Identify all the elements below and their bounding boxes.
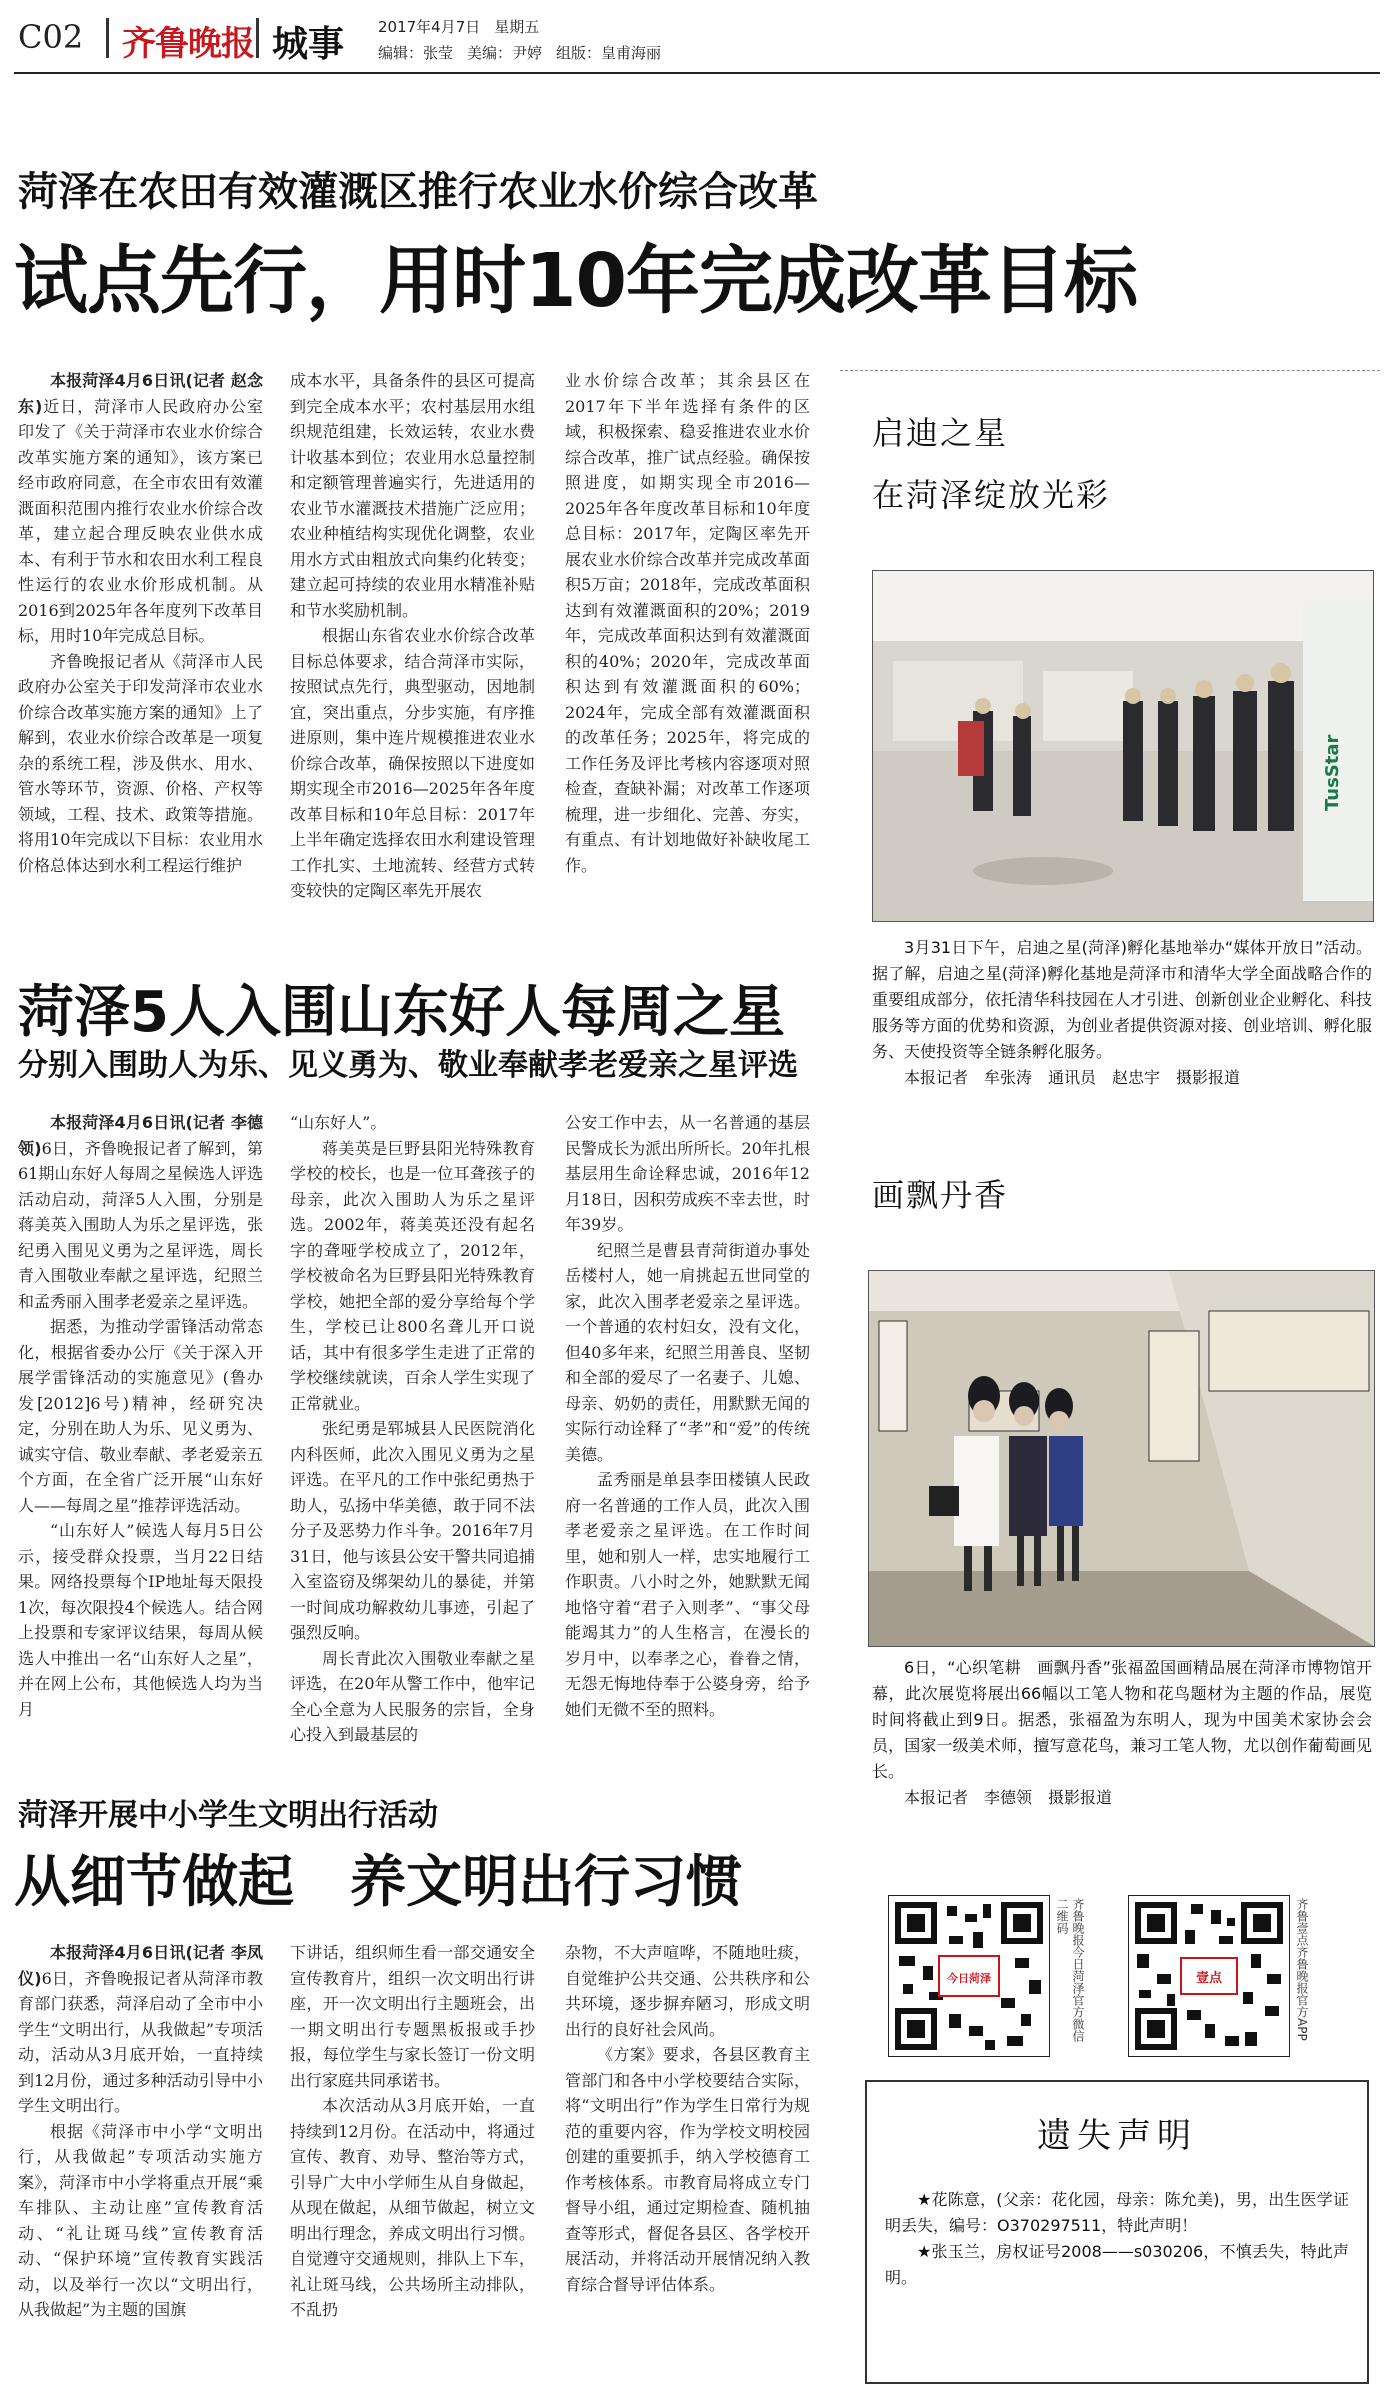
sidebar2-credit: 本报记者 李德领 摄影报道: [904, 1788, 1113, 1807]
app-qr-code[interactable]: [1128, 1895, 1290, 2057]
story3-column-1: [18, 1940, 263, 2380]
sidebar1-credit: 本报记者 牟张涛 通讯员 赵忠宇 摄影报道: [904, 1068, 1241, 1087]
story1-byline: 本报菏泽4月6日讯(记者 赵念东): [18, 371, 263, 416]
sidebar1-subheading: 在菏泽绽放光彩: [872, 476, 1111, 514]
story3-para: 杂物，不大声喧哗，不随地吐痰，自觉维护公共交通、公共秩序和公共环境，逐步摒弃陋习，形成文明出行的良好社会风尚。: [565, 1943, 810, 2039]
qr-badge: 壹点: [1195, 1971, 1223, 1986]
story1-para: 成本水平，具备条件的县区可提高到完全成本水平；农村基层用水组织规范组建，长效运转，农业水费计收基本到位；农业用水总量控制和定额管理普遍实行，先进适用的农业节水灌溉技术措施广泛应用；农业种植结构实现优化调整，农业用水方式由粗放式向集约化转变；建立起可持续的农业用水精准补贴和节水奖励机制。: [290, 371, 535, 620]
story2-para: 周长青此次入围敬业奉献之星评选，在20年从警工作中，他牢记全心全意为人民服务的宗旨，全身心投入到最基层的: [290, 1648, 535, 1744]
story3-para: 6日，齐鲁晚报记者从菏泽市教育部门获悉，菏泽启动了全市中小学生“文明出行，从我做起”专项活动，活动从3月底开始，一直持续到12月份，通过多种活动引导中小学生文明出行。: [18, 1968, 263, 2115]
story1-column-1: [18, 368, 263, 888]
page-code: C02: [18, 18, 84, 56]
story2-para: 6日，齐鲁晚报记者了解到，第61期山东好人每周之星候选人评选活动启动，菏泽5人入围，分别是蒋美英入围助人为乐之星评选，张纪勇入围见义勇为之星评选，周长青入围敬业奉献之星评选，纪照兰和孟秀丽入围孝老爱亲之星评选。: [18, 1138, 263, 1311]
lost-notice-body: [885, 2187, 1349, 2291]
story1-title: 试点先行，用时10年完成改革目标: [14, 238, 1137, 324]
story3-byline: 本报菏泽4月6日讯(记者 李凤仪): [18, 1943, 263, 1988]
story2-para: 据悉，为推动学雷锋活动常态化，根据省委办公厅《关于深入开展学雷锋活动的实施意见》(鲁办发[2012]6号)精神，经研究决定，分别在助人为乐、见义勇为、诚实守信、敬业奉献、孝老爱亲五个方面，在全省广泛开展“山东好人——每周之星”推荐评选活动。: [18, 1317, 263, 1515]
header-meta: [378, 14, 675, 66]
story3-para: 下讲话，组织师生看一部交通安全宣传教育片，组织一次文明出行讲座，开一次文明出行主题班会，出一期文明出行专题黑板报或手抄报，每位学生与家长签订一份文明出行家庭共同承诺书。: [290, 1943, 535, 2090]
tusstar-sign: TusStar: [1322, 734, 1343, 811]
story1-para: 根据山东省农业水价综合改革目标总体要求，结合菏泽市实际，按照试点先行，典型驱动，因地制宜，突出重点，分步实施，有序推进原则，集中连片规模推进农业水价综合改革，确保按照以下进度如期实现全市2016—2025年各年度改革目标和10年总目标：2017年上半年确定选择农田水利建设管理工作扎实、土地流转、经营方式转变较快的定陶区率先开展农: [290, 626, 535, 900]
story2-column-1: [18, 1110, 263, 1730]
story2-para: 公安工作中去，从一名普通的基层民警成长为派出所所长。20年扎根基层用生命诠释忠诚，2016年12月18日，因积劳成疾不幸去世，时年39岁。: [565, 1113, 810, 1234]
editor: 编辑：张莹: [378, 44, 454, 62]
issue-weekday: 星期五: [494, 18, 540, 36]
story2-column-3: [565, 1110, 810, 1730]
tusstar-event-photo: [872, 570, 1374, 922]
app-qr-label: 齐鲁壹点齐鲁晚报官方APP: [1295, 1898, 1309, 2041]
story2-para: 纪照兰是曹县青菏街道办事处岳楼村人，她一肩挑起五世同堂的家，此次入围孝老爱亲之星评选。一个普通的农村妇女，没有文化，但40多年来，纪照兰用善良、坚韧和全部的爱尽了一名妻子、儿媳、母亲、奶奶的责任，用默默无闻的实际行动诠释了“孝”和“爱”的传统美德。: [565, 1240, 810, 1464]
story1-kicker: 菏泽在农田有效灌溉区推行农业水价综合改革: [18, 169, 818, 215]
story3-para: 《方案》要求，各县区教育主管部门和各中小学校要结合实际，将“文明出行”作为学生日常行为规范的重要内容，作为学校文明校园创建的重要抓手，纳入学校德育工作考核体系。市教育局将成立专门督导小组，通过定期检查、随机抽查等形式，督促各县区、各学校开展活动，并将活动开展情况纳入教育综合督导评估体系。: [565, 2045, 810, 2294]
wechat-qr-label: 齐鲁晚报今日菏泽官方微信二维码: [1055, 1898, 1085, 2042]
sidebar2-caption: [872, 1655, 1372, 1811]
story3-para: 根据《菏泽市中小学“文明出行，从我做起”专项活动实施方案》，菏泽市中小学将重点开展“乘车排队、主动让座”宣传教育活动、“礼让斑马线”宣传教育活动、“保护环境”宣传教育实践活动，以及举行一次以“文明出行，从我做起”为主题的国旗: [18, 2121, 263, 2319]
header-rule: [14, 72, 1380, 74]
art-editor: 美编：尹婷: [467, 44, 543, 62]
qr-code-icon: [1129, 1896, 1289, 2056]
sidebar-divider: [840, 370, 1380, 371]
sidebar1-heading: 启迪之星: [872, 414, 1009, 452]
lost-notice-item: ★张玉兰，房权证号2008——s030206，不慎丢失，特此声明。: [885, 2242, 1349, 2287]
sidebar1-caption: [872, 935, 1372, 1091]
story3-para: 本次活动从3月底开始，一直持续到12月份。在活动中，将通过宣传、教育、劝导、整治等方式，引导广大中小学师生从自身做起，从现在做起，从细节做起，树立文明出行理念，养成文明出行习惯。自觉遵守交通规则，排队上下车，礼让斑马线，公共场所主动排队，不乱扔: [290, 2096, 535, 2319]
paper-logo: 齐鲁晚报: [122, 24, 254, 64]
story1-column-2: [290, 368, 535, 900]
layout-editor: 组版：皇甫海丽: [556, 44, 662, 62]
story2-title: 菏泽5人入围山东好人每周之星: [18, 980, 785, 1045]
sidebar2-heading: 画飘丹香: [872, 1176, 1009, 1214]
story2-para: 张纪勇是郓城县人民医院消化内科医师，此次入围见义勇为之星评选。在平凡的工作中张纪勇热于助人，弘扬中华美德，敢于同不法分子及恶势力作斗争。2016年7月31日，他与该县公安干警共同追捕入室盗窃及绑架幼儿的暴徒，并第一时间成功解救幼儿事迹，引起了强烈反响。: [290, 1419, 535, 1642]
story1-column-3: [565, 368, 810, 888]
qr-badge: 今日菏泽: [947, 1972, 991, 1985]
qr-code-icon: [889, 1896, 1049, 2056]
lost-notice-title: 遗失声明: [1037, 2116, 1197, 2156]
story2-column-2: [290, 1110, 535, 1744]
story3-column-3: [565, 1940, 810, 2380]
story1-para: 业水价综合改革；其余县区在2017年下半年选择有条件的区域，积极探索、稳妥推进农业水价综合改革，推广试点经验。确保按照进度，如期实现全市2016—2025年各年度改革目标和10年度总目标：2017年，定陶区率先开展农业水价综合改革并完成改革面积5万亩；2018年，完成改革面积达到有效灌溉面积的20%；2019年，完成改革面积达到有效灌溉面积的40%；2020年，完成改革面积达到有效灌溉面积的60%；2024年，完成全部有效灌溉面积的改革任务；2025年，将完成的工作任务及评比考核内容逐项对照检查，查缺补漏；对改革工作逐项梳理，进一步细化、完善、夯实，有重点、有计划地做好补缺收尾工作。: [565, 371, 810, 875]
issue-date: 2017年4月7日: [378, 18, 481, 36]
story2-para: 蒋美英是巨野县阳光特殊教育学校的校长，也是一位耳聋孩子的母亲，此次入围助人为乐之星评选。2002年，蒋美英还没有起名字的聋哑学校成立了，2012年，学校被命名为巨野县阳光特殊教育学校，她把全部的爱分享给每个学生，学校已让800名聋儿开口说话，其中有很多学生走进了正常的学校继续就读，百余人学生实现了正常就业。: [290, 1138, 535, 1413]
story3-kicker: 菏泽开展中小学生文明出行活动: [18, 1798, 438, 1833]
sidebar2-caption-text: 6日，“心织笔耕 画飘丹香”张福盈国画精品展在菏泽市博物馆开幕，此次展览将展出66幅以工笔人物和花鸟题材为主题的作品，展览时间将截止到9日。据悉，张福盈为东明人，现为中国美术家协会会员，国家一级美术师，擅写意花鸟，兼习工笔人物，尤以创作葡萄画见长。: [872, 1658, 1372, 1781]
lost-notice-item: ★花陈意，(父亲：花化园，母亲：陈允美)，男，出生医学证明丢失，编号：O370297511，特此声明！: [885, 2190, 1349, 2235]
lost-notice-box: [865, 2080, 1369, 2384]
painting-exhibition-photo: [868, 1270, 1375, 1647]
sidebar1-caption-text: 3月31日下午，启迪之星(菏泽)孵化基地举办“媒体开放日”活动。据了解，启迪之星(菏泽)孵化基地是菏泽市和清华大学全面战略合作的重要组成部分，依托清华科技园在人才引进、创新创业企业孵化、科技服务等方面的优势和资源，为创业者提供资源对接、创业培训、孵化服务、天使投资等全链条孵化服务。: [872, 938, 1372, 1061]
story3-column-2: [290, 1940, 535, 2380]
wechat-qr-code[interactable]: [888, 1895, 1050, 2057]
story2-para: “山东好人”。: [290, 1113, 387, 1132]
story3-title: 从细节做起 养文明出行习惯: [14, 1850, 742, 1915]
story2-para: “山东好人”候选人每月5日公示，接受群众投票，当月22日结果。网络投票每个IP地址每天限投1次，每次限投4个候选人。结合网上投票和专家评议结果，每周从候选人中推出一名“山东好人之星”，并在网上公布，其他候选人均为当月: [18, 1521, 263, 1719]
story1-para: 近日，菏泽市人民政府办公室印发了《关于菏泽市农业水价综合改革实施方案的通知》，该方案已经市政府同意，在全市农田有效灌溉面积范围内推行农业水价综合改革，建立起合理反映农业供水成本、有利于节水和农田水利工程良性运行的农业水价形成机制。从2016到2025年各年度列下改革目标，用时10年完成总目标。: [18, 396, 263, 645]
header-divider: [106, 18, 109, 58]
story2-para: 孟秀丽是单县李田楼镇人民政府一名普通的工作人员，此次入围孝老爱亲之星评选。在工作时间里，她和别人一样，忠实地履行工作职责。八小时之外，她默默无闻地恪守着“君子入则孝”、“事父母能竭其力”的人生格言，在漫长的岁月中，以奉孝之心，眷眷之情，无怨无悔地侍奉于公婆身旁，给予她们无微不至的照料。: [565, 1470, 810, 1719]
story2-subtitle: 分别入围助人为乐、见义勇为、敬业奉献孝老爱亲之星评选: [18, 1048, 798, 1083]
story1-para: 齐鲁晚报记者从《菏泽市人民政府办公室关于印发菏泽市农业水价综合改革实施方案的通知》上了解到，农业水价综合改革是一项复杂的系统工程，涉及供水、用水、管水等环节，资源、价格、产权等领域，工程、技术、政策等措施。将用10年完成以下目标：农业用水价格总体达到水利工程运行维护: [18, 651, 263, 875]
section-name: 城事: [272, 24, 345, 65]
story2-byline: 本报菏泽4月6日讯(记者 李德领): [18, 1113, 263, 1158]
header-divider: [256, 18, 259, 58]
